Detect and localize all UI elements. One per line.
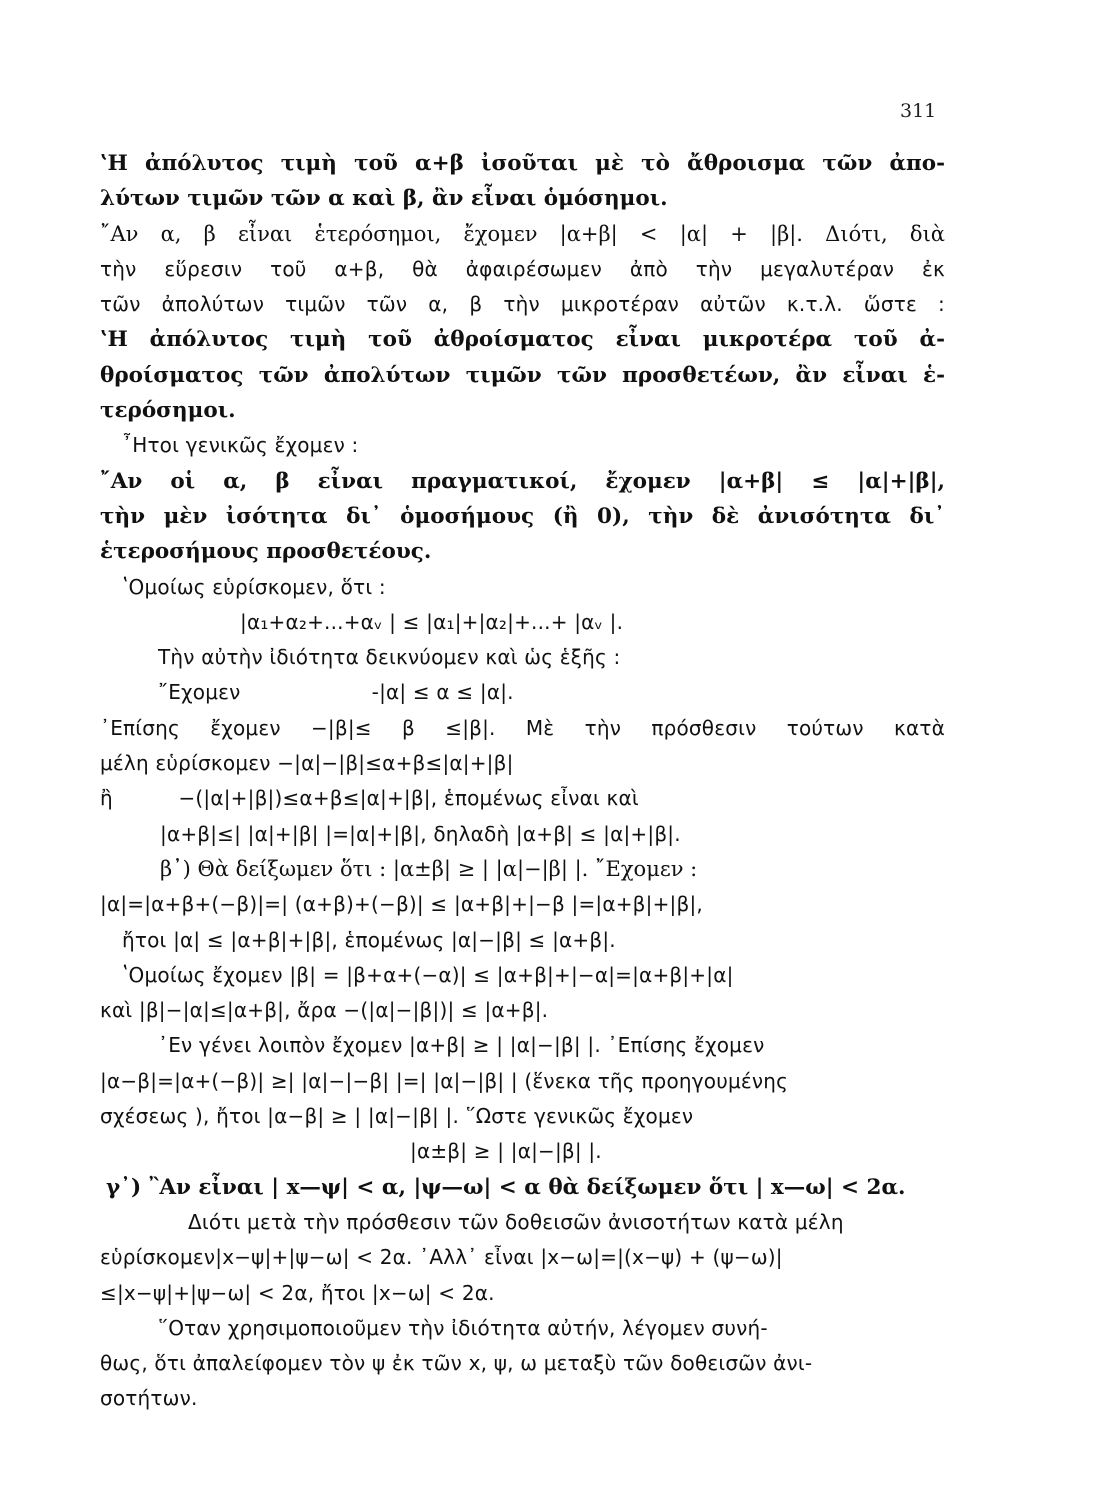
text-line: Τὴν αὐτὴν ἰδιότητα δεικνύομεν καὶ ὡς ἑξῆς : xyxy=(158,645,621,670)
math-line: ἤτοι |α| ≤ |α+β|+|β|, ἑπομένως |α|−|β| ≤ |α+β|. xyxy=(122,927,616,952)
text-line: τῶν ἀπολύτων τιμῶν τῶν α, β τὴν μικροτέραν αὐτῶν κ.τ.λ. ὥστε : xyxy=(100,292,945,317)
text-line: ῎Αν οἱ α, β εἶναι πραγματικοί, ἔχομεν |α+β| ≤ |α|+|β|, xyxy=(100,468,945,494)
page-body xyxy=(100,146,945,1417)
text-line: λύτων τιμῶν τῶν α καὶ β, ἂν εἶναι ὁμόσημοι. xyxy=(100,186,668,212)
math-line: μέλη εὑρίσκομεν −|α|−|β|≤α+β≤|α|+|β| xyxy=(100,751,514,776)
text-line: Διότι μετὰ τὴν πρόσθεσιν τῶν δοθεισῶν ἀνισοτήτων κατὰ μέλη xyxy=(188,1209,844,1234)
page-number: 311 xyxy=(900,100,937,122)
text-line: τὴν μὲν ἰσότητα δι᾽ ὁμοσήμους (ἢ 0), τὴν δὲ ἀνισότητα δι᾽ xyxy=(100,503,945,529)
math-line: |α−β|=|α+(−β)| ≥| |α|−|−β| |=| |α|−|β| | (ἕνεκα τῆς προηγουμένης xyxy=(100,1068,789,1093)
text-line: ῏Ητοι γενικῶς ἔχομεν : xyxy=(122,433,359,458)
math-line: ≤|x−ψ|+|ψ−ω| < 2α, ἤτοι |x−ω| < 2α. xyxy=(100,1280,495,1305)
text-line: γ᾽) ῍Αν εἶναι | x—ψ| < α, |ψ—ω| < α θὰ δείξωμεν ὅτι | x—ω| < 2α. xyxy=(106,1174,906,1200)
math-line: |α|=|α+β+(−β)|=| (α+β)+(−β)| ≤ |α+β|+|−β |=|α+β|+|β|, xyxy=(100,892,703,917)
math-line: |α±β| ≥ | |α|−|β| |. xyxy=(410,1139,602,1164)
text-line: ʽΗ ἀπόλυτος τιμὴ τοῦ α+β ἰσοῦται μὲ τὸ ἄθροισμα τῶν ἀπο- xyxy=(100,151,945,176)
text-line: ῞Οταν χρησιμοποιοῦμεν τὴν ἰδιότητα αὐτήν, λέγομεν συνή- xyxy=(158,1315,768,1340)
text-line: ʽΗ ἀπόλυτος τιμὴ τοῦ ἀθροίσματος εἶναι μικροτέρα τοῦ ἀ- xyxy=(100,327,945,353)
math-line: σχέσεως ), ἤτοι |α−β| ≥ | |α|−|β| |. ῞Ωστε γενικῶς ἔχομεν xyxy=(100,1104,694,1129)
math-line: |α+β|≤| |α|+|β| |=|α|+|β|, δηλαδὴ |α+β| ≤ |α|+|β|. xyxy=(160,821,681,846)
math-line: ῎Εχομεν -|α| ≤ α ≤ |α|. xyxy=(158,680,514,705)
text-line: ᾽Επίσης ἔχομεν −|β|≤ β ≤|β|. Μὲ τὴν πρόσθεσιν τούτων κατὰ xyxy=(100,715,945,740)
text-line: τερόσημοι. xyxy=(100,398,236,424)
text-line: ʽΟμοίως εὑρίσκομεν, ὅτι : xyxy=(122,574,386,599)
math-line: ʽΟμοίως ἔχομεν |β| = |β+α+(−α)| ≤ |α+β|+|−α|=|α+β|+|α| xyxy=(122,962,734,987)
text-line: θροίσματος τῶν ἀπολύτων τιμῶν τῶν προσθετέων, ἂν εἶναι ἑ- xyxy=(100,362,945,388)
text-line: β᾽) Θὰ δείξωμεν ὅτι : |α±β| ≥ | |α|−|β| |. ῎Εχομεν : xyxy=(160,856,698,881)
math-line: καὶ |β|−|α|≤|α+β|, ἄρα −(|α|−|β|)| ≤ |α+β|. xyxy=(100,998,549,1023)
math-line: εὑρίσκομεν|x−ψ|+|ψ−ω| < 2α. ᾽Αλλ᾽ εἶναι |x−ω|=|(x−ψ) + (ψ−ω)| xyxy=(100,1245,783,1270)
text-line: ᾽Εν γένει λοιπὸν ἔχομεν |α+β| ≥ | |α|−|β| |. ᾽Επίσης ἔχομεν xyxy=(158,1033,765,1058)
text-line: ῎Αν α, β εἶναι ἑτερόσημοι, ἔχομεν |α+β| < |α| + |β|. Διότι, διὰ xyxy=(100,221,945,246)
text-line: τὴν εὕρεσιν τοῦ α+β, θὰ ἀφαιρέσωμεν ἀπὸ τὴν μεγαλυτέραν ἐκ xyxy=(100,256,945,281)
math-line: |α₁+α₂+...+αᵥ | ≤ |α₁|+|α₂|+...+ |αᵥ |. xyxy=(240,609,624,634)
text-line: θως, ὅτι ἀπαλείφομεν τὸν ψ ἐκ τῶν x, ψ, ω μεταξὺ τῶν δοθεισῶν ἀνι- xyxy=(100,1351,813,1376)
math-line: ἢ −(|α|+|β|)≤α+β≤|α|+|β|, ἑπομένως εἶναι καὶ xyxy=(100,786,639,811)
text-line: σοτήτων. xyxy=(100,1386,198,1411)
text-line: ἑτεροσήμους προσθετέους. xyxy=(100,539,432,565)
